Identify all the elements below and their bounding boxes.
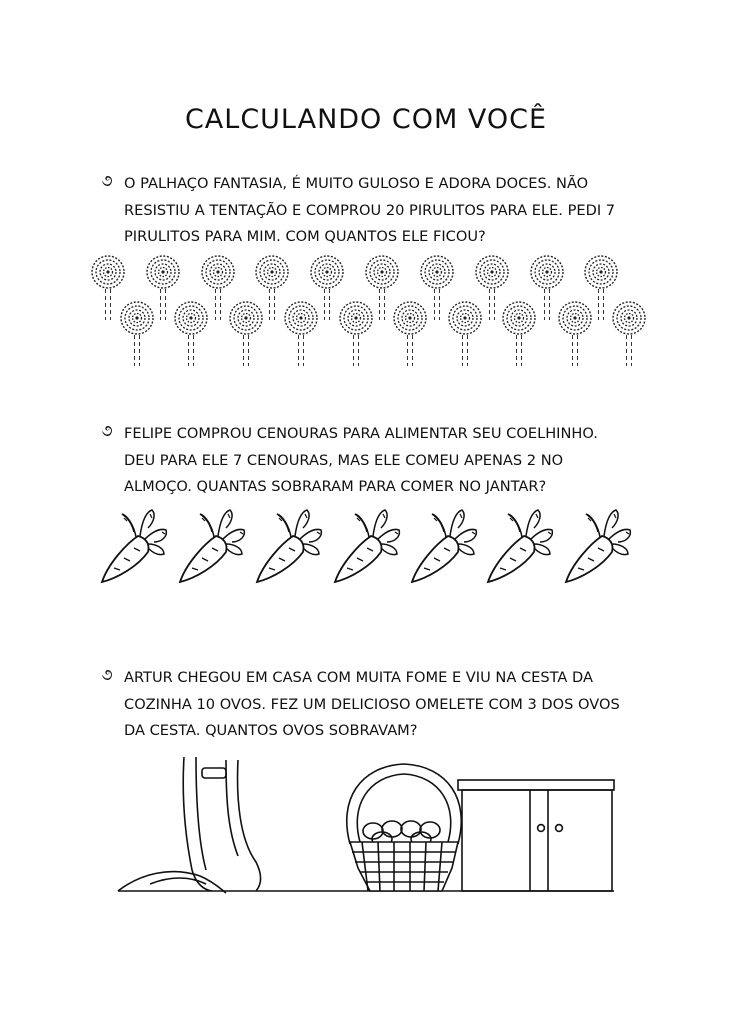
lollipop <box>92 256 124 320</box>
lollipop <box>531 256 563 320</box>
lollipop <box>421 256 453 320</box>
text-line: FELIPE COMPROU CENOURAS PARA ALIMENTAR SEU COELHINHO. <box>124 425 598 442</box>
bullet-icon: ૭ <box>101 665 113 684</box>
kitchen-scene <box>118 757 614 893</box>
lollipop <box>613 302 645 366</box>
basket-eggs <box>347 764 461 891</box>
text-line: O PALHAÇO FANTASIA, É MUITO GULOSO E ADORA DOCES. NÃO <box>124 175 589 192</box>
lollipop-row-top <box>92 256 617 320</box>
text-line: ARTUR CHEGOU EM CASA COM MUITA FOME E VIU NA CESTA DA <box>124 669 593 686</box>
lollipop <box>559 302 591 366</box>
carrot <box>180 510 244 582</box>
lollipop <box>340 302 372 366</box>
lollipop <box>121 302 153 366</box>
lollipop <box>175 302 207 366</box>
lollipop <box>147 256 179 320</box>
bullet-icon: ૭ <box>101 171 113 190</box>
text-line: RESISTIU A TENTAÇÃO E COMPROU 20 PIRULITOS PARA ELE. PEDI 7 <box>124 201 616 219</box>
text-line: COZINHA 10 OVOS. FEZ UM DELICIOSO OMELETE COM 3 DOS OVOS <box>124 695 620 713</box>
lollipop <box>285 302 317 366</box>
bullet-icon: ૭ <box>101 421 113 440</box>
lollipop <box>449 302 481 366</box>
lollipop <box>202 256 234 320</box>
lollipop <box>394 302 426 366</box>
refrigerator <box>118 757 261 893</box>
text-line: ALMOÇO. QUANTAS SOBRARAM PARA COMER NO JANTAR? <box>124 478 547 495</box>
page-title: CALCULANDO COM VOCÊ <box>184 104 548 135</box>
lollipop <box>476 256 508 320</box>
carrot <box>566 510 630 582</box>
text-line: PIRULITOS PARA MIM. COM QUANTOS ELE FICOU? <box>124 228 486 245</box>
kitchen-cabinet <box>458 780 614 891</box>
lollipop <box>311 256 343 320</box>
lollipop <box>230 302 262 366</box>
carrot <box>488 510 552 582</box>
lollipop-row-bottom <box>121 302 645 366</box>
carrot <box>335 510 399 582</box>
carrot <box>257 510 321 582</box>
text-line: DA CESTA. QUANTOS OVOS SOBRAVAM? <box>124 722 418 739</box>
lollipop <box>503 302 535 366</box>
text-line: DEU PARA ELE 7 CENOURAS, MAS ELE COMEU APENAS 2 NO <box>124 451 564 469</box>
lollipop <box>256 256 288 320</box>
lollipop <box>366 256 398 320</box>
carrot-row <box>102 510 630 582</box>
carrot <box>102 510 166 582</box>
carrot <box>412 510 476 582</box>
lollipop <box>585 256 617 320</box>
